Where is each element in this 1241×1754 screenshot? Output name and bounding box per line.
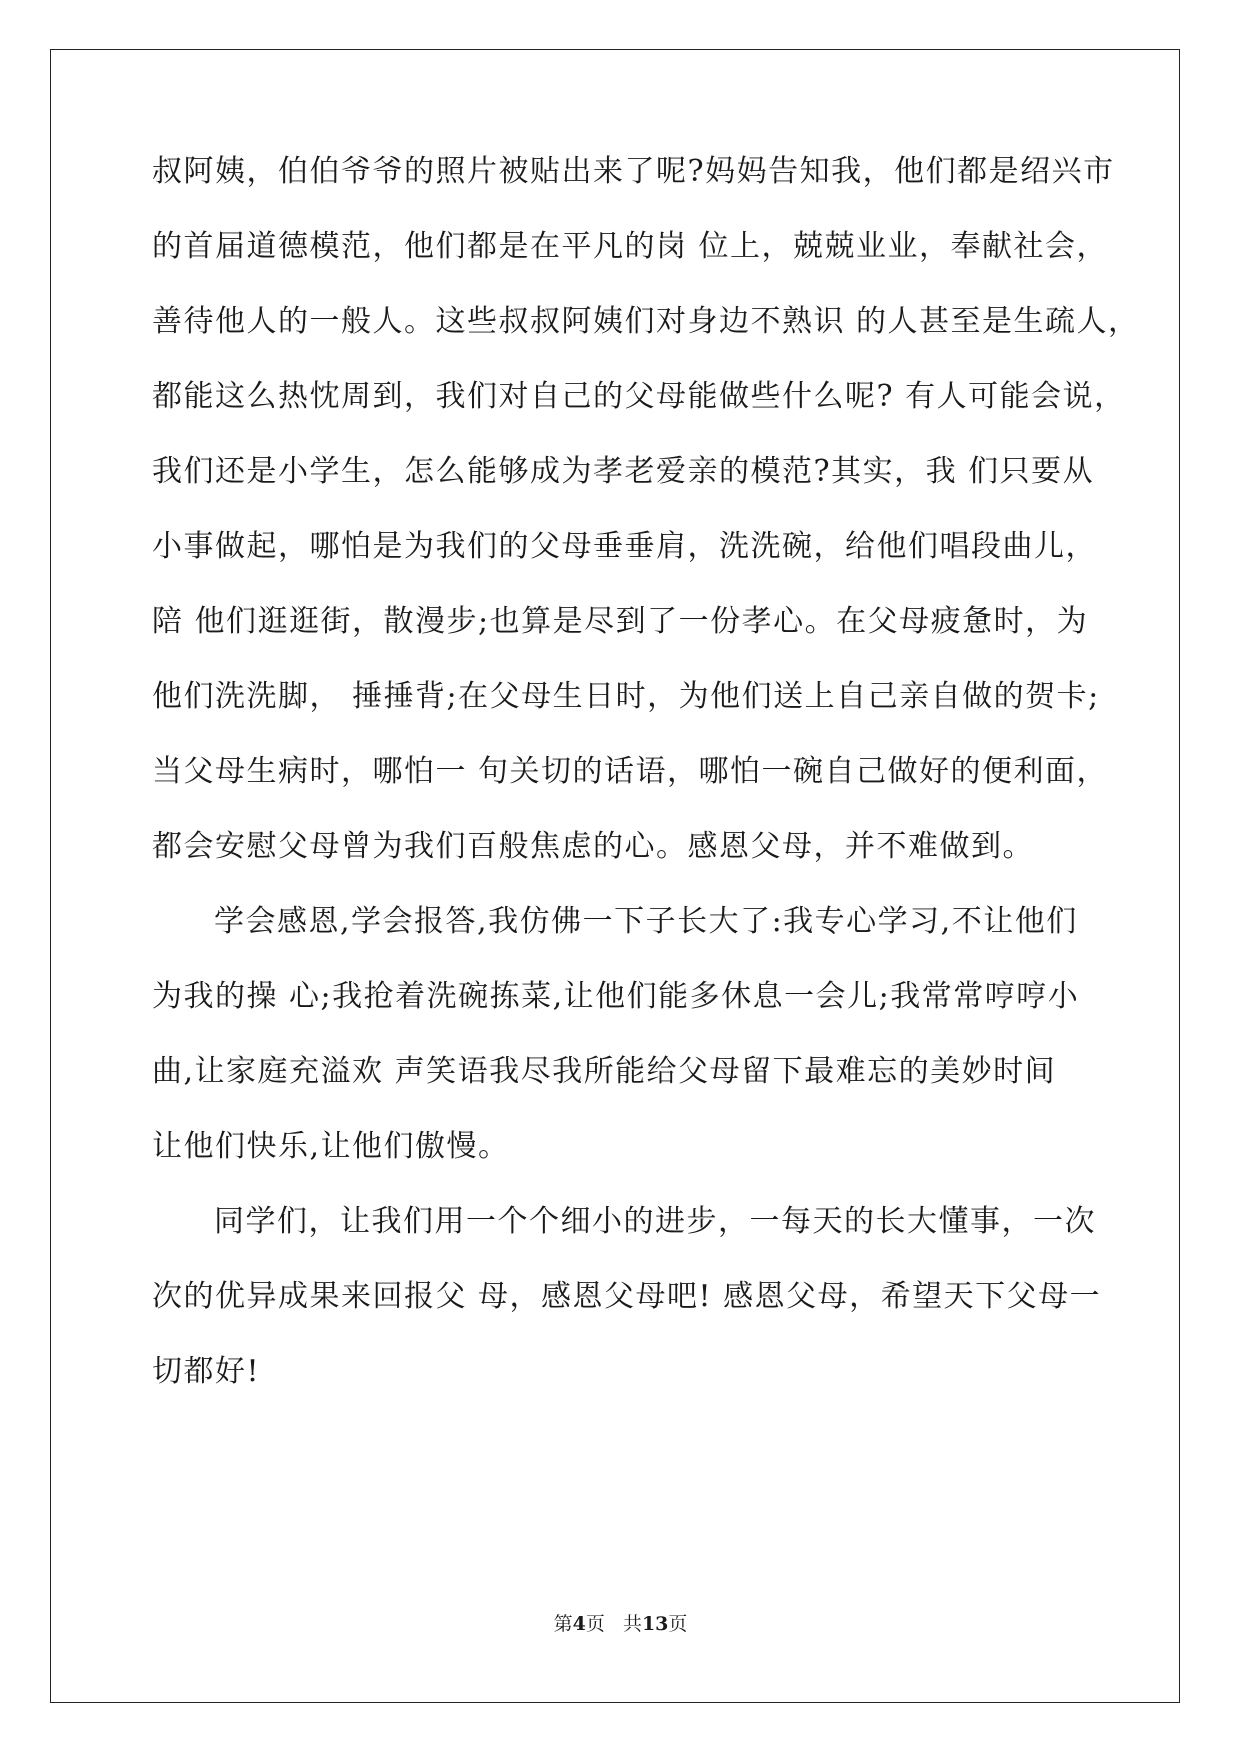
footer-mid: 页 共	[585, 1613, 642, 1635]
body-line: 叔阿姨，伯伯爷爷的照片被贴出来了呢?妈妈告知我，他们都是绍兴市	[152, 154, 1115, 189]
body-line: 善待他人的一般人。这些叔叔阿姨们对身边不熟识 的人甚至是生疏人，	[152, 304, 1140, 339]
body-line: 为我的操 心;我抢着洗碗拣菜,让他们能多休息一会儿;我常常哼哼小	[152, 979, 1080, 1014]
footer-prefix: 第	[553, 1613, 573, 1635]
body-line: 次的优异成果来回报父 母，感恩父母吧! 感恩父母，希望天下父母一	[152, 1279, 1102, 1314]
total-page-count: 13	[641, 1613, 669, 1635]
body-line: 陪 他们逛逛街，散漫步;也算是尽到了一份孝心。在父母疲惫时，为	[152, 604, 1089, 639]
body-line: 我们还是小学生，怎么能够成为孝老爱亲的模范?其实，我 们只要从	[152, 454, 1095, 489]
body-line: 当父母生病时，哪怕一 句关切的话语，哪怕一碗自己做好的便利面，	[152, 754, 1109, 789]
page-number-footer	[0, 1612, 1241, 1636]
body-line: 同学们，让我们用一个个细小的进步，一每天的长大懂事，一次	[214, 1204, 1096, 1239]
body-line: 让他们快乐,让他们傲慢。	[152, 1129, 510, 1164]
body-line: 学会感恩,学会报答,我仿佛一下子长大了:我专心学习,不让他们	[214, 904, 1078, 939]
footer-suffix: 页	[668, 1613, 688, 1635]
body-line: 都会安慰父母曾为我们百般焦虑的心。感恩父母，并不难做到。	[152, 829, 1034, 864]
body-line: 小事做起，哪怕是为我们的父母垂垂肩，洗洗碗，给他们唱段曲儿，	[152, 529, 1097, 564]
body-line: 切都好!	[152, 1354, 261, 1389]
current-page-number: 4	[572, 1613, 586, 1635]
body-line: 他们洗洗脚， 捶捶背;在父母生日时，为他们送上自己亲自做的贺卡;	[152, 679, 1100, 714]
page-border	[50, 49, 1180, 1703]
body-line: 的首届道德模范，他们都是在平凡的岗 位上，兢兢业业，奉献社会，	[152, 229, 1109, 264]
body-line: 都能这么热忱周到，我们对自己的父母能做些什么呢? 有人可能会说，	[152, 379, 1126, 414]
body-line: 曲,让家庭充溢欢 声笑语我尽我所能给父母留下最难忘的美妙时间	[152, 1054, 1057, 1089]
